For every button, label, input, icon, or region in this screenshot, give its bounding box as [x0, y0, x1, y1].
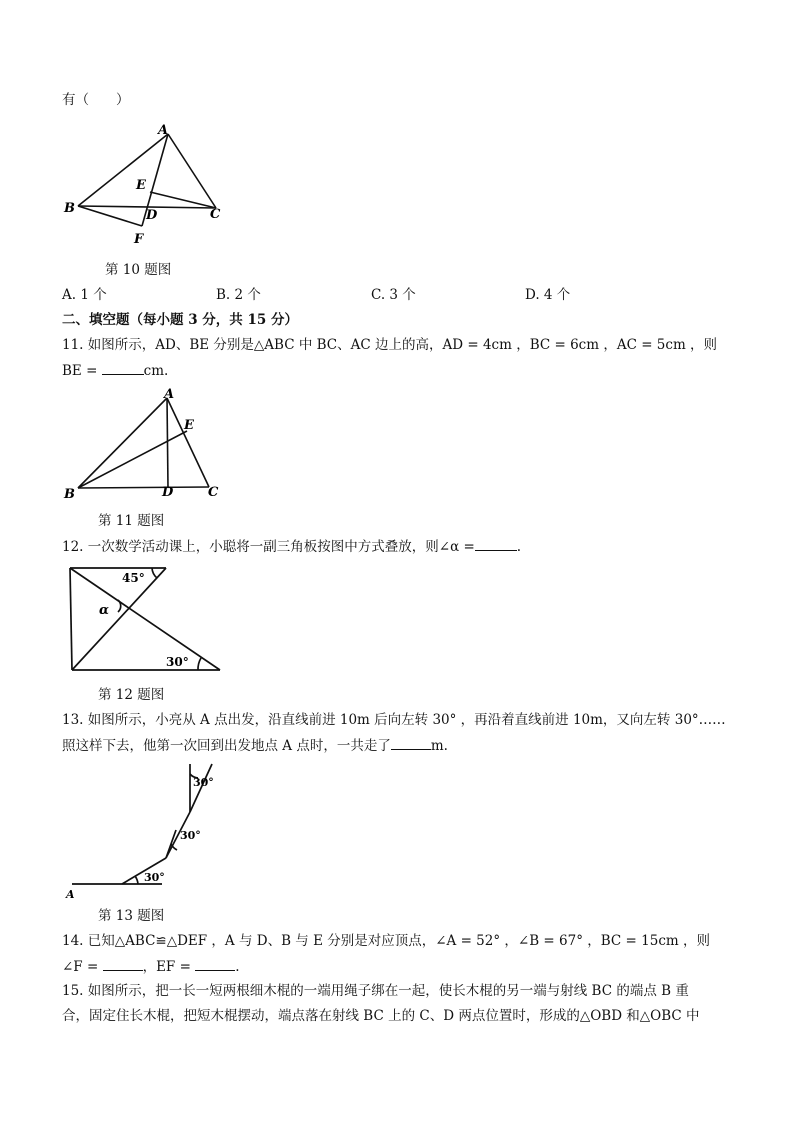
q14-answer-blank-ef[interactable] [195, 957, 235, 971]
q11-label-E: E [184, 418, 194, 433]
q13-answer-blank[interactable] [391, 736, 431, 750]
q13-label-A: A [66, 888, 75, 901]
q11-suffix: cm. [143, 363, 169, 379]
q15-text-line2: 合，固定住长木棍，把短木棍摆动，端点落在射线 BC 上的 C、D 两点位置时，形成的△OBD 和△OBC 中 [62, 1008, 700, 1024]
q10-label-B: B [64, 201, 75, 216]
q10-label-E: E [136, 178, 146, 193]
q11-label-A: A [164, 387, 175, 402]
q14-text-line1: 14. 已知△ABC≌△DEF ，A 与 D、B 与 E 分别是对应顶点，∠A = 52° ，∠B = 67° ，BC = 15cm ，则 [62, 933, 710, 949]
q14-part-c: . [235, 959, 240, 975]
q12-angle-45: 45° [122, 571, 145, 585]
q13-angle-3: 30° [193, 776, 214, 789]
figure-q10 [60, 120, 240, 250]
q14-part-b: ，EF = [142, 959, 191, 975]
q13-caption: 第 13 题图 [98, 908, 165, 924]
q10-label-A: A [158, 123, 169, 138]
q10-choice-prompt: 有（ ） [62, 92, 130, 108]
q12-prefix: 12. 一次数学活动课上，小聪将一副三角板按图中方式叠放，则∠α = [62, 539, 475, 555]
q10-option-d: D. 4 个 [525, 287, 571, 303]
q10-label-F: F [134, 232, 144, 247]
q13-text-line2 [62, 736, 448, 755]
q12-angle-alpha: α [99, 603, 110, 618]
q11-text-line1: 11. 如图所示，AD、BE 分别是△ABC 中 BC、AC 边上的高，AD = 4cm ，BC = 6cm ，AC = 5cm ，则 [62, 337, 718, 353]
q13-prefix: 照这样下去，他第一次回到出发地点 A 点时，一共走了 [62, 738, 391, 754]
q12-angle-30: 30° [166, 655, 189, 669]
q14-part-a: ∠F = [62, 959, 99, 975]
q10-option-b: B. 2 个 [216, 287, 261, 303]
q14-text-line2 [62, 957, 240, 976]
q13-suffix: m. [430, 738, 448, 754]
q11-answer-blank[interactable] [102, 361, 144, 375]
q11-label-D: D [162, 485, 174, 500]
q10-label-C: C [210, 207, 221, 222]
q13-angle-1: 30° [144, 871, 165, 884]
q11-text-line2 [62, 361, 168, 380]
q14-answer-blank-f[interactable] [103, 957, 143, 971]
q12-caption: 第 12 题图 [98, 687, 165, 703]
q13-angle-2: 30° [180, 829, 201, 842]
q11-label-C: C [208, 485, 219, 500]
q13-text-line1: 13. 如图所示，小亮从 A 点出发，沿直线前进 10m 后向左转 30° ，再沿着直线前进 10m，又向左转 30°…… [62, 712, 726, 728]
q10-label-D: D [146, 208, 158, 223]
q12-answer-blank[interactable] [475, 537, 517, 551]
q12-text-line1 [62, 537, 521, 556]
q12-suffix: . [516, 539, 522, 555]
q10-option-a: A. 1 个 [62, 287, 107, 303]
section-2-heading: 二、填空题（每小题 3 分，共 15 分） [62, 312, 298, 328]
q10-caption: 第 10 题图 [105, 262, 172, 278]
q11-prefix: BE = [62, 363, 102, 379]
q11-label-B: B [64, 487, 75, 502]
q11-caption: 第 11 题图 [98, 513, 165, 529]
figure-q13 [62, 760, 232, 900]
q10-option-c: C. 3 个 [371, 287, 416, 303]
q15-text-line1: 15. 如图所示，把一长一短两根细木棍的一端用绳子绑在一起，使长木棍的另一端与射线 BC 的端点 B 重 [62, 983, 689, 999]
figure-q12 [66, 564, 226, 674]
figure-q11 [60, 384, 230, 504]
